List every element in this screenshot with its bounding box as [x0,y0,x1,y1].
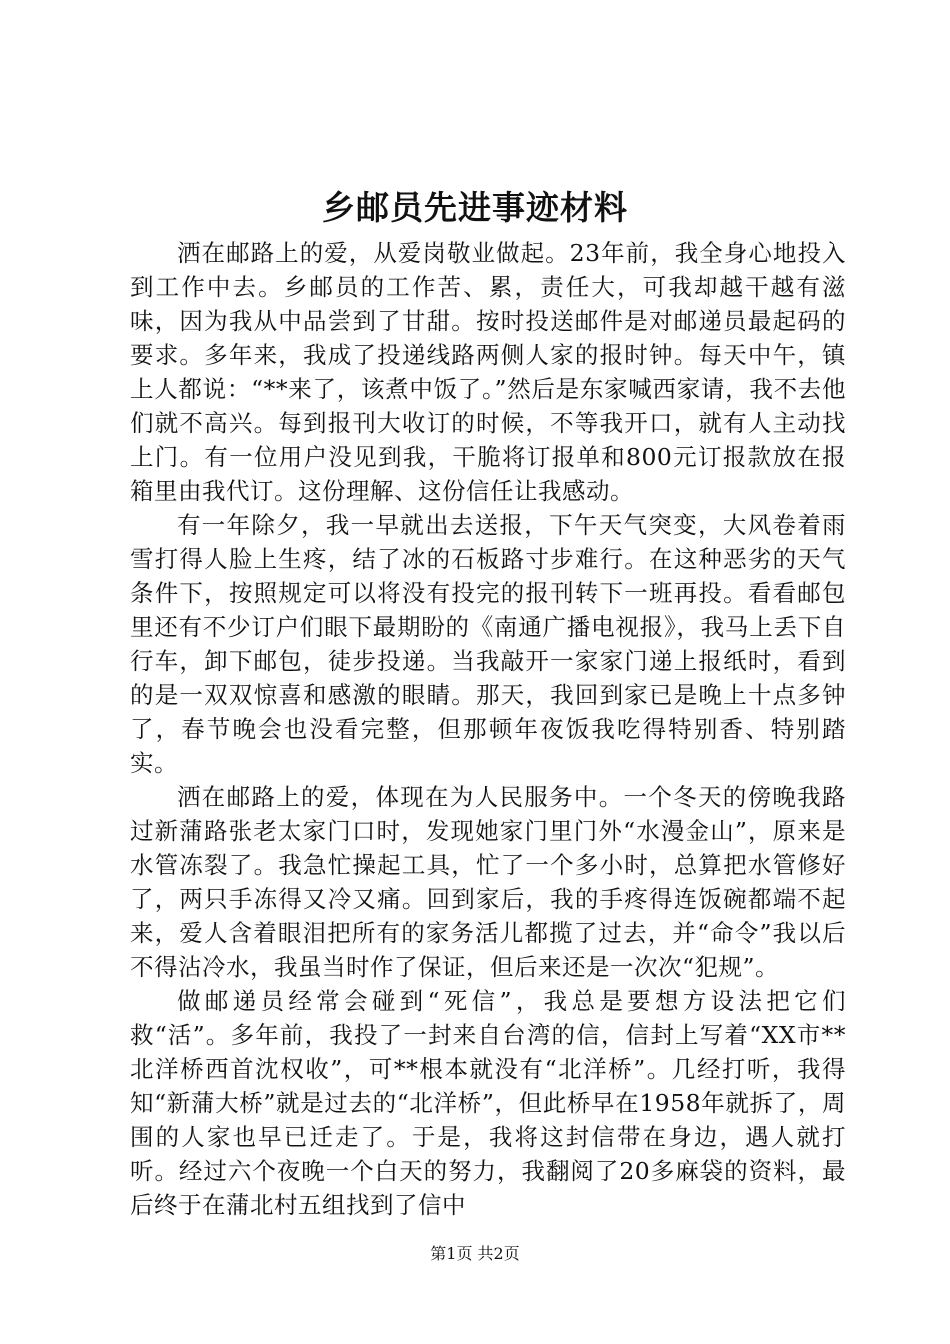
document-body [130,236,846,1222]
page-number: 第1页 共2页 [430,1244,520,1263]
document-title: 乡邮员先进事迹材料 [322,188,628,227]
page-footer [0,1244,950,1264]
paragraph: 有一年除夕，我一早就出去送报，下午天气突变，大风卷着雨雪打得人脸上生疼，结了冰的石板路寸步难行。在这种恶劣的天气条件下，按照规定可以将没有投完的报刊转下一班再投。看看邮包里还有不少订户们眼下最期盼的《南通广播电视报》，我马上丢下自行车，卸下邮包，徒步投递。当我敲开一家家门递上报纸时，看到的是一双双惊喜和感激的眼睛。那天，我回到家已是晚上十点多钟了，春节晚会也没看完整，但那顿年夜饭我吃得特别香、特别踏实。 [130,511,846,777]
paragraph: 洒在邮路上的爱，体现在为人民服务中。一个冬天的傍晚我路过新蒲路张老太家门口时，发现她家门里门外“水漫金山”，原来是水管冻裂了。我急忙操起工具，忙了一个多小时，总算把水管修好了，两只手冻得又冷又痛。回到家后，我的手疼得连饭碗都端不起来，爱人含着眼泪把所有的家务活儿都揽了过去，并“命令”我以后不得沾冷水，我虽当时作了保证，但后来还是一次次“犯规”。 [130,783,846,981]
paragraph: 洒在邮路上的爱，从爱岗敬业做起。23年前，我全身心地投入到工作中去。乡邮员的工作苦、累，责任大，可我却越干越有滋味，因为我从中品尝到了甘甜。按时投送邮件是对邮递员最起码的要求。多年来，我成了投递线路两侧人家的报时钟。每天中午，镇上人都说：“**来了，该煮中饭了。”然后是东家喊西家请，我不去他们就不高兴。每到报刊大收订的时候，不等我开口，就有人主动找上门。有一位用户没见到我，干脆将订报单和800元订报款放在报箱里由我代订。这份理解、这份信任让我感动。 [130,239,846,505]
paragraph: 做邮递员经常会碰到“死信”，我总是要想方设法把它们救“活”。多年前，我投了一封来自台湾的信，信封上写着“XX市**北洋桥西首沈权收”，可**根本就没有“北洋桥”。几经打听，我得知“新蒲大桥”就是过去的“北洋桥”，但此桥早在1958年就拆了，周围的人家也早已迁走了。于是，我将这封信带在身边，遇人就打听。经过六个夜晚一个白天的努力，我翻阅了20多麻袋的资料，最后终于在蒲北村五组找到了信中 [130,987,846,1219]
